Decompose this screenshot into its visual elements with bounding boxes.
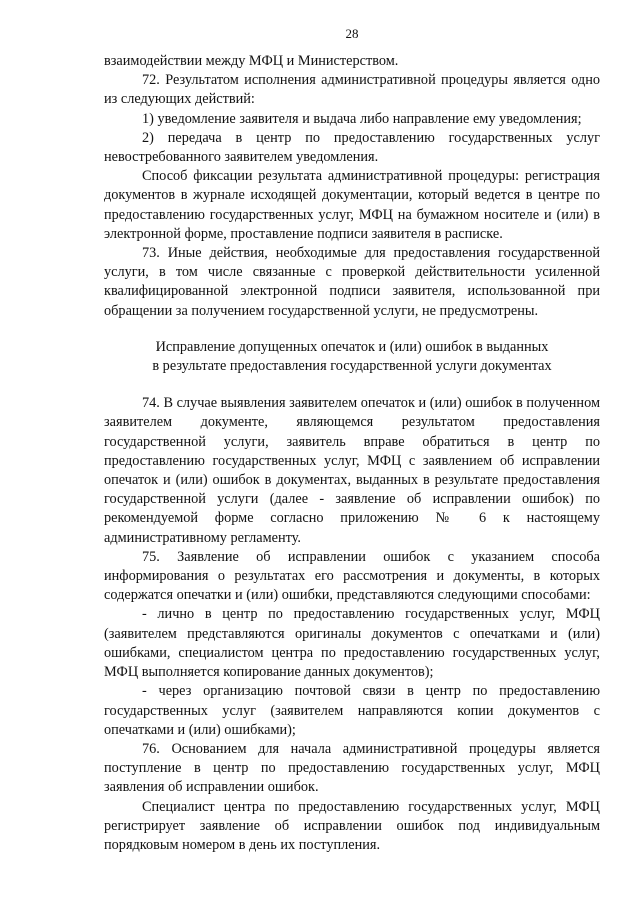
paragraph-fixation-method: Способ фиксации результата административной процедуры: регистрация документов в журнале исходящей документации, который ведется в центре по предоставлению государственных услуг, МФЦ на бумажном носителе и (или) в электронной форме, проставление подписи заявителя в расписке. (104, 168, 600, 242)
document-body (104, 52, 600, 855)
paragraph-registration: Специалист центра по предоставлению государственных услуг, МФЦ регистрирует заявление об исправлении ошибок под индивидуальным порядковым номером в день их поступления. (104, 798, 600, 853)
method-in-person: - лично в центр по предоставлению государственных услуг, МФЦ (заявителем представляются оригиналы документов с опечатками и (или) ошибками, специалистом центра по предоставлению государственных услуг, МФЦ выполняется копирование данных документов); (104, 606, 600, 681)
paragraph-76: 76. Основанием для начала административной процедуры является поступление в центр по предоставлению государственных услуг, МФЦ заявления об исправлении ошибок. (104, 740, 600, 796)
section-heading-line-2: в результате предоставления государственной услуги документах (152, 358, 552, 375)
paragraph-73: 73. Иные действия, необходимые для предоставления государственной услуги, в том числе связанные с проверкой действительности усиленной квалифицированной электронной подписи заявителя, использованной при обращении за получением государственной услуги, не предусмотрены. (104, 245, 600, 319)
page-number: 28 (345, 26, 359, 41)
paragraph-continuation: взаимодействии между МФЦ и Министерством. (104, 53, 399, 69)
section-heading-line-1: Исправление допущенных опечаток и (или) ошибок в выданных (155, 338, 549, 355)
section-heading (104, 338, 600, 376)
list-item-2: 2) передача в центр по предоставлению государственных услуг невостребованного заявителем уведомления. (104, 129, 600, 166)
paragraph-75: 75. Заявление об исправлении ошибок с указанием способа информирования о результатах его рассмотрения и документы, в которых содержатся опечатки и (или) ошибки, представляются следующими способами: (104, 548, 600, 604)
paragraph-74: 74. В случае выявления заявителем опечаток и (или) ошибок в полученном заявителем документе, являющемся результатом предоставления государственной услуги, заявитель вправе обратиться в центр по предоставлению государственных услуг, МФЦ с заявлением об исправлении опечаток и (или) ошибок в документах, выданных в результате предоставления государственной услуги (далее - заявление об исправлении ошибок) по рекомендуемой форме согласно приложению № 6 к настоящему административному регламенту. (104, 395, 600, 546)
paragraph-72: 72. Результатом исполнения административной процедуры является одно из следующих действий: (104, 72, 600, 108)
list-item-1: 1) уведомление заявителя и выдача либо направление ему уведомления; (142, 110, 582, 127)
method-by-post: - через организацию почтовой связи в центр по предоставлению государственных услуг (заявителем направляются копии документов с опечатками и (или) ошибками); (104, 683, 600, 738)
